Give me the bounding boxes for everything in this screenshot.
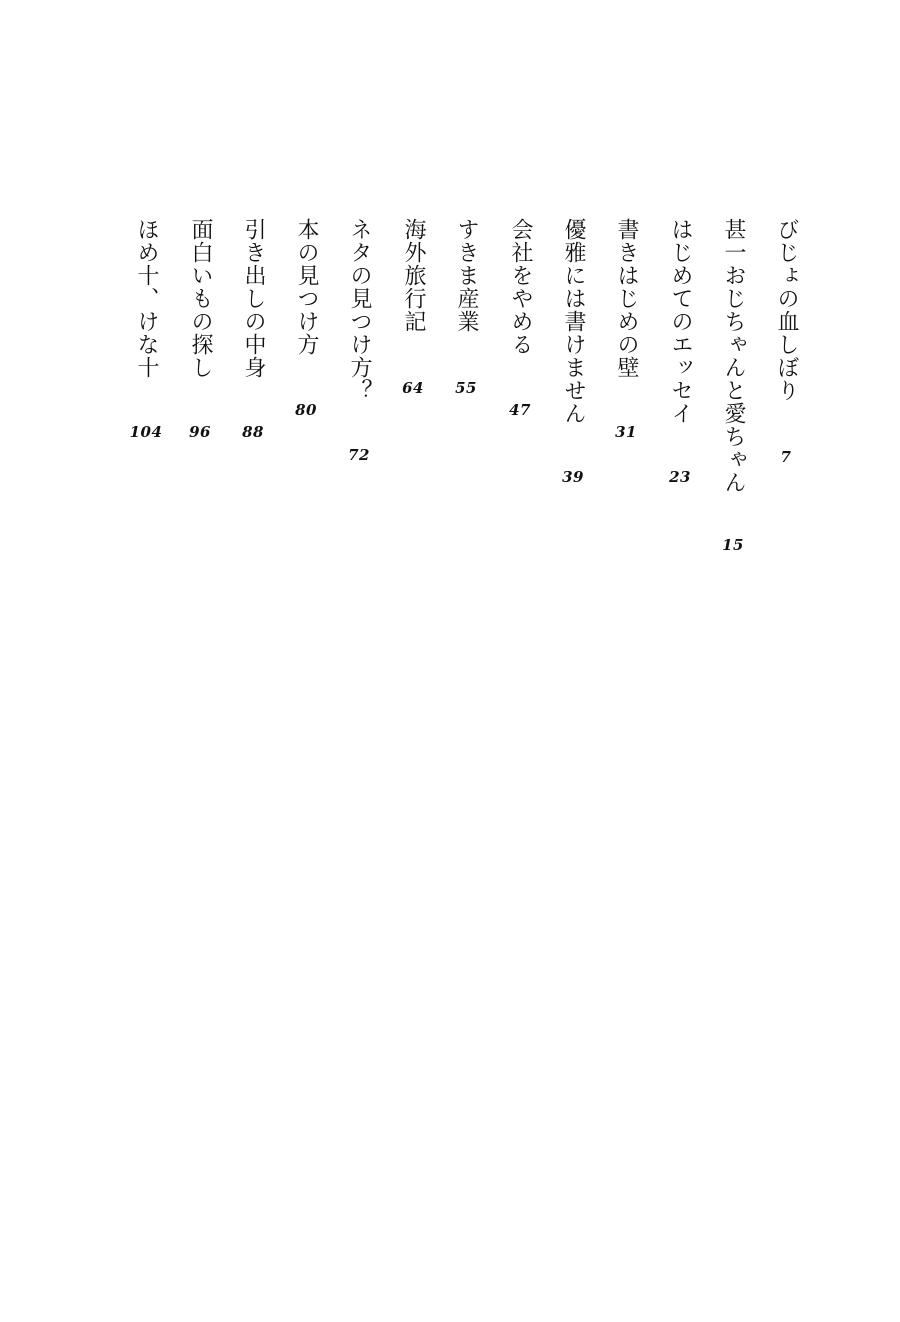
toc-entry-page-number: 47 <box>509 401 531 419</box>
toc-entry-title: 本の見つけ方 <box>294 218 319 356</box>
toc-entry-title: 優雅には書けません <box>561 218 586 425</box>
toc-entry-page-number: 72 <box>348 446 370 464</box>
toc-entry-page-number: 7 <box>780 448 792 466</box>
toc-entry-page-number: 15 <box>722 536 744 554</box>
toc-entry-page-number: 96 <box>189 423 211 441</box>
toc-entry-page-number: 23 <box>669 468 691 486</box>
toc-entry-page-number: 64 <box>402 379 424 397</box>
toc-entry-title: 甚一おじちゃんと愛ちゃん <box>721 218 746 494</box>
toc-entry-page-number: 88 <box>242 423 264 441</box>
toc-entry-page-number: 55 <box>455 379 477 397</box>
toc-entry-title: 面白いもの探し <box>188 218 213 379</box>
toc-entry-title: すきま産業 <box>454 218 479 333</box>
toc-entry-title: ほめ十、けな十 <box>134 218 159 379</box>
toc-entry-page-number: 104 <box>129 423 163 441</box>
toc-entry-title: ネタの見つけ方？ <box>347 218 372 402</box>
toc-entry-title: 引き出しの中身 <box>241 218 266 379</box>
toc-entry-title: 海外旅行記 <box>401 218 426 333</box>
toc-entry-page-number: 31 <box>615 423 637 441</box>
toc-entry-title: びじょの血しぼり <box>774 218 799 402</box>
toc-entry-title: はじめてのエッセイ <box>668 218 693 425</box>
toc-entry-title: 書きはじめの壁 <box>614 218 639 379</box>
toc-entry-page-number: 80 <box>295 401 317 419</box>
toc-entry-title: 会社をやめる <box>508 218 533 356</box>
toc-entry-page-number: 39 <box>562 468 584 486</box>
